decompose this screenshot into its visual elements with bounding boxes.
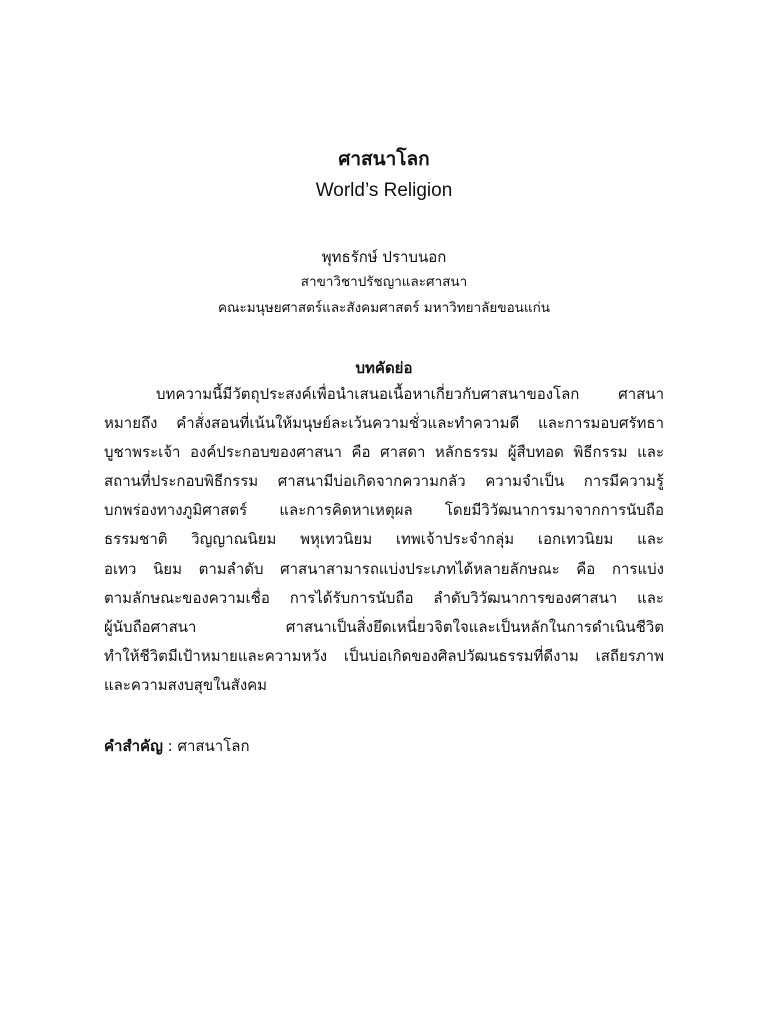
keywords-label: คำสำคัญ (104, 737, 163, 755)
abstract-line: ผู้นับถือศาสนา ศาสนาเป็นสิ่งยึดเหนี่ยวจิตใจและเป็นหลักในการดำเนินชีวิต (104, 617, 664, 636)
abstract-line: และความสงบสุขในสังคม (104, 675, 268, 694)
department-name: สาขาวิชาปรัชญาและศาสนา (300, 274, 468, 290)
keywords-separator: : (162, 737, 178, 755)
author-name: พุทธรักษ์ ปราบนอก (321, 248, 447, 266)
abstract-line: ตามลักษณะของความเชื่อ การได้รับการนับถือ ลำดับวิวัฒนาการของศาสนา และ (104, 588, 664, 607)
abstract-line: อเทว นิยม ตามลำดับ ศาสนาสามารถแบ่งประเภทได้หลายลักษณะ คือ การแบ่ง (104, 559, 664, 578)
abstract-line: ธรรมชาติ วิญญาณนิยม พหุเทวนิยม เทพเจ้าประจำกลุ่ม เอกเทวนิยม และ (104, 530, 664, 549)
abstract-heading: บทคัดย่อ (355, 359, 413, 377)
abstract-body (104, 380, 664, 700)
abstract-line: บทความนี้มีวัตถุประสงค์เพื่อนำเสนอเนื้อหาเกี่ยวกับศาสนาของโลก ศาสนา (156, 385, 664, 403)
abstract-line: ทำให้ชีวิตมีเป้าหมายและความหวัง เป็นบ่อเกิดของศิลปวัฒนธรรมที่ดีงาม เสถียรภาพ (104, 646, 664, 665)
abstract-line: สถานที่ประกอบพิธีกรรม ศาสนามีบ่อเกิดจากความกลัว ความจำเป็น การมีความรู้ (104, 472, 664, 491)
keywords (104, 734, 250, 758)
title-thai: ศาสนาโลก (338, 148, 430, 170)
keywords-value: ศาสนาโลก (177, 737, 250, 755)
faculty-name: คณะมนุษยศาสตร์และสังคมศาสตร์ มหาวิทยาลัยขอนแก่น (217, 300, 551, 316)
title-english: World’s Religion (315, 180, 453, 201)
abstract-line: บกพร่องทางภูมิศาสตร์ และการคิดหาเหตุผล โดยมีวิวัฒนาการมาจากการนับถือ (104, 501, 664, 520)
abstract-line: หมายถึง คำสั่งสอนที่เน้นให้มนุษย์ละเว้นความชั่วและทำความดี และการมอบศรัทธา (104, 414, 664, 433)
abstract-line: บูชาพระเจ้า องค์ประกอบของศาสนา คือ ศาสดา หลักธรรม ผู้สืบทอด พิธีกรรม และ (104, 443, 664, 462)
